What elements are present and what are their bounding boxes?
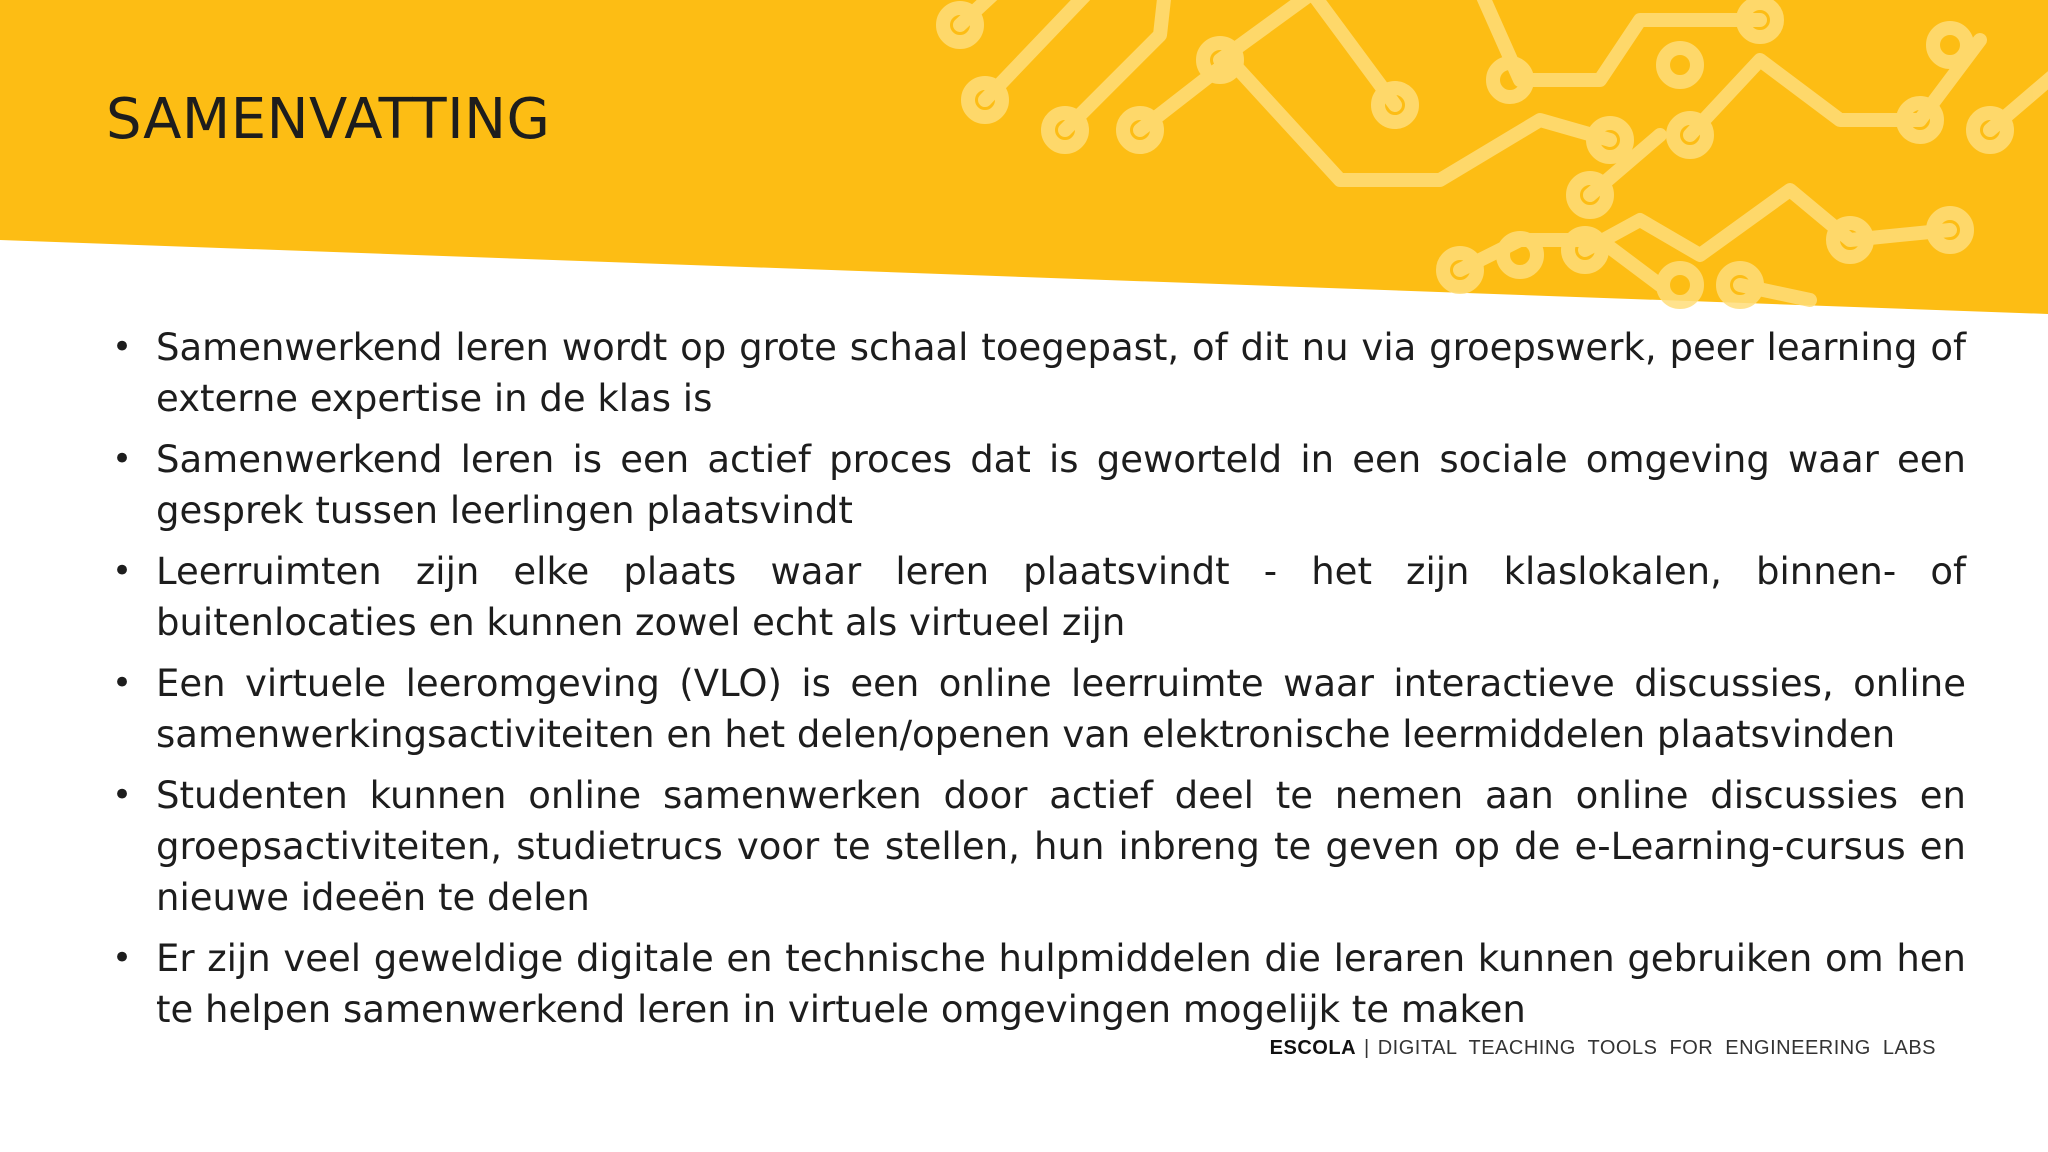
bullet-text: Er zijn veel geweldige digitale en technische hulpmiddelen die leraren kunnen gebruiken om hen te helpen samenwerkend leren in virtuele omgevingen mogelijk te maken xyxy=(156,937,1966,1031)
bullet-icon: • xyxy=(112,775,133,815)
slide-title: SAMENVATTING xyxy=(106,87,551,152)
bullet-text: Samenwerkend leren is een actief proces dat is geworteld in een sociale omgeving waar een gesprek tussen leerlingen plaatsvindt xyxy=(156,438,1966,532)
bullet-icon: • xyxy=(112,938,133,978)
bullet-text: Studenten kunnen online samenwerken door actief deel te nemen aan online discussies en groepsactiviteiten, studietrucs voor te stellen, hun inbreng te geven op de e-Learning-cursus en nieuwe ideeën te delen xyxy=(156,774,1966,919)
footer-brand: ESCOLA xyxy=(1269,1037,1357,1059)
bullet-item xyxy=(106,658,1966,760)
bullet-icon: • xyxy=(112,439,133,479)
bullet-text: Een virtuele leeromgeving (VLO) is een online leerruimte waar interactieve discussies, online samenwerkingsactiviteiten en het delen/openen van elektronische leermiddelen plaatsvinden xyxy=(156,662,1966,756)
bullet-item xyxy=(106,933,1966,1035)
bullet-text: Leerruimten zijn elke plaats waar leren plaatsvindt - het zijn klaslokalen, binnen- of buitenlocaties en kunnen zowel echt als virtueel zijn xyxy=(156,550,1966,644)
bullet-list xyxy=(106,322,1966,1045)
header-banner xyxy=(0,0,2048,320)
bullet-item xyxy=(106,770,1966,923)
bullet-icon: • xyxy=(112,551,133,591)
bullet-item xyxy=(106,434,1966,536)
footer xyxy=(1270,1037,1936,1060)
footer-separator: | xyxy=(1364,1037,1370,1059)
bullet-item xyxy=(106,546,1966,648)
bullet-item xyxy=(106,322,1966,424)
bullet-text: Samenwerkend leren wordt op grote schaal toegepast, of dit nu via groepswerk, peer learning of externe expertise in de klas is xyxy=(156,326,1966,420)
bullet-icon: • xyxy=(112,663,133,703)
footer-tagline: DIGITAL TEACHING TOOLS FOR ENGINEERING LABS xyxy=(1377,1037,1936,1059)
bullet-icon: • xyxy=(112,327,133,367)
